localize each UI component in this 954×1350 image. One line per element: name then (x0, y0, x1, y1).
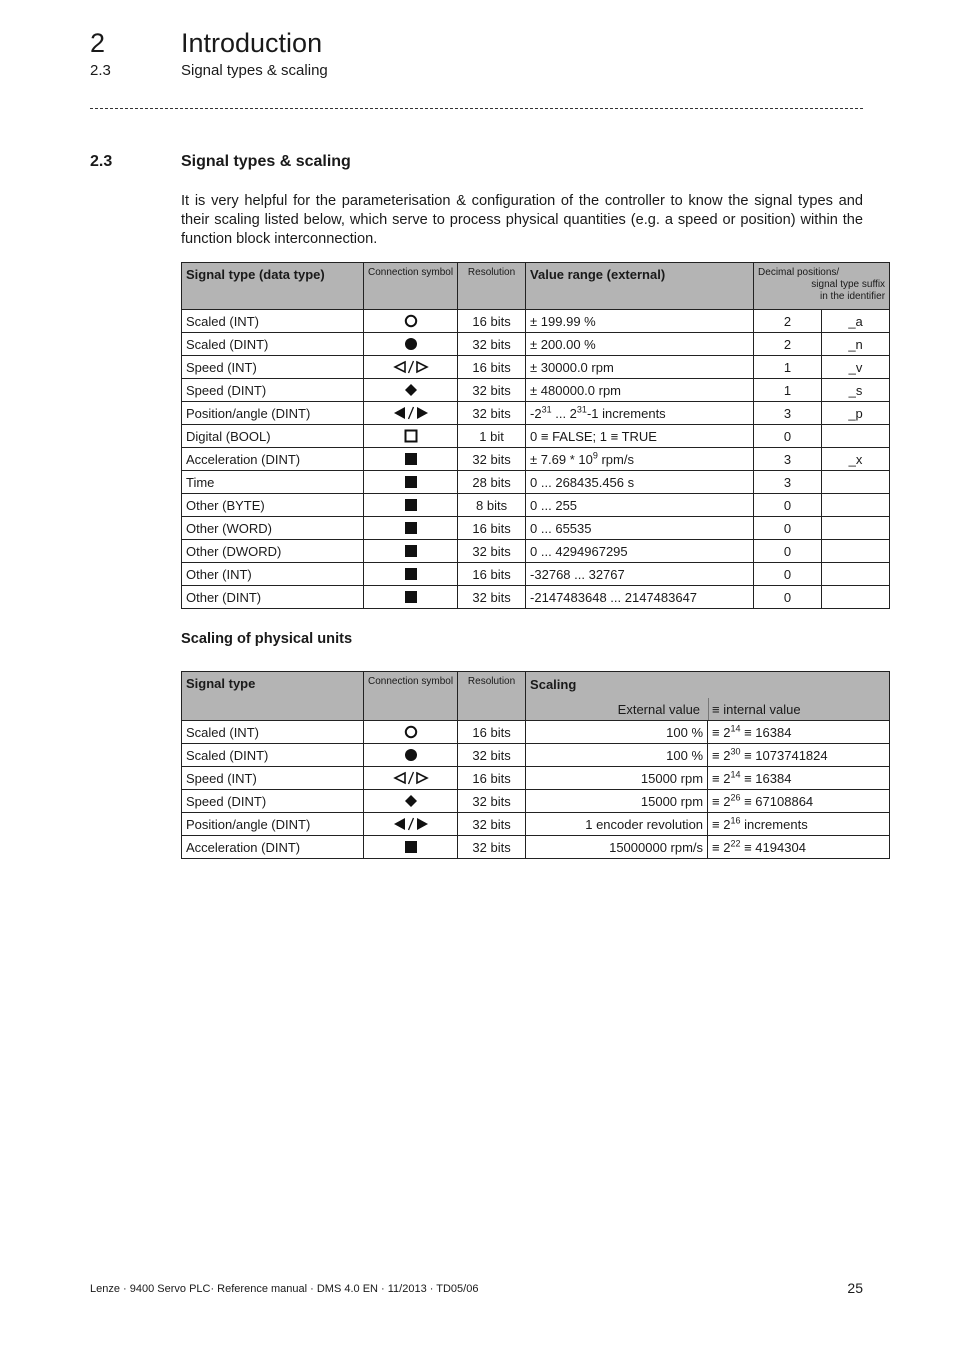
signal-type-cell: Speed (INT) (182, 767, 364, 790)
connection-symbol-cell (364, 813, 458, 836)
triangle-open-pair-icon (393, 769, 429, 787)
value-range-cell: ± 480000.0 rpm (526, 379, 754, 402)
table-row (182, 790, 890, 813)
circle-open-icon (404, 723, 418, 741)
signal-type-cell: Scaled (DINT) (182, 744, 364, 767)
resolution-cell: 16 bits (458, 563, 526, 586)
internal-value-cell (708, 767, 890, 790)
decimal-positions-cell: 1 (754, 356, 822, 379)
table-row (182, 333, 890, 356)
text-part: increments (740, 816, 808, 832)
scaling-table (181, 671, 890, 859)
resolution-cell: 16 bits (458, 721, 526, 744)
external-value-cell: 1 encoder revolution (526, 813, 708, 836)
decimal-positions-cell: 2 (754, 310, 822, 333)
signal-type-cell: Other (DINT) (182, 586, 364, 609)
connection-symbol-cell (364, 790, 458, 813)
text-part: -2 (530, 405, 542, 421)
connection-symbol-cell (364, 494, 458, 517)
exponent: 14 (730, 723, 741, 734)
connection-symbol-cell (364, 310, 458, 333)
text-part: -1 increments (586, 405, 666, 421)
header-decimal-line3: in the identifier (820, 291, 886, 302)
value-range-cell: 0 ... 4294967295 (526, 540, 754, 563)
header-signal-type: Signal type (data type) (182, 263, 364, 310)
value-range-cell: ± 199.99 % (526, 310, 754, 333)
header-internal-value: ≡ internal value (712, 702, 801, 717)
text-part: ≡ 2 (712, 793, 731, 809)
resolution-cell: 32 bits (458, 790, 526, 813)
text-part: ≡ 16384 (740, 770, 792, 786)
decimal-positions-cell: 0 (754, 494, 822, 517)
decimal-positions-cell: 3 (754, 448, 822, 471)
text-part: ≡ 2 (712, 816, 731, 832)
signal-type-cell: Speed (DINT) (182, 790, 364, 813)
exponent: 9 (592, 450, 598, 461)
connection-symbol-cell (364, 540, 458, 563)
resolution-cell: 32 bits (458, 836, 526, 859)
suffix-cell (822, 471, 890, 494)
table-row (182, 379, 890, 402)
internal-value-cell (708, 721, 890, 744)
signal-type-cell: Scaled (DINT) (182, 333, 364, 356)
suffix-cell (822, 425, 890, 448)
page-number: 25 (847, 1280, 863, 1296)
text-part: rpm/s (597, 451, 634, 467)
header-resolution: Resolution (458, 263, 526, 310)
value-range-cell: 0 ≡ FALSE; 1 ≡ TRUE (526, 425, 754, 448)
header-scaling-label: Scaling (530, 677, 577, 692)
internal-value-cell (708, 836, 890, 859)
connection-symbol-cell (364, 379, 458, 402)
header-resolution: Resolution (458, 672, 526, 721)
signal-type-cell: Digital (BOOL) (182, 425, 364, 448)
connection-symbol-cell (364, 425, 458, 448)
connection-symbol-cell (364, 448, 458, 471)
exponent: 14 (730, 769, 741, 780)
decimal-positions-cell: 0 (754, 425, 822, 448)
table-row (182, 721, 890, 744)
table-row (182, 517, 890, 540)
value-range-cell: 0 ... 268435.456 s (526, 471, 754, 494)
decimal-positions-cell: 0 (754, 586, 822, 609)
internal-value-cell (708, 813, 890, 836)
exponent: 16 (730, 815, 741, 826)
resolution-cell: 32 bits (458, 744, 526, 767)
square-filled-icon (404, 473, 418, 491)
value-range-cell: -2147483648 ... 2147483647 (526, 586, 754, 609)
table-row (182, 448, 890, 471)
external-value-cell: 15000 rpm (526, 790, 708, 813)
header-scaling-divider (708, 698, 709, 720)
connection-symbol-cell (364, 586, 458, 609)
decimal-positions-cell: 0 (754, 540, 822, 563)
decimal-positions-cell: 0 (754, 563, 822, 586)
table-row (182, 767, 890, 790)
square-filled-icon (404, 450, 418, 468)
signal-type-cell: Position/angle (DINT) (182, 402, 364, 425)
chapter-title: Introduction (181, 28, 323, 58)
external-value-cell: 100 % (526, 721, 708, 744)
resolution-cell: 1 bit (458, 425, 526, 448)
square-filled-icon (404, 519, 418, 537)
text-part: ≡ 2 (712, 770, 731, 786)
suffix-cell: _n (822, 333, 890, 356)
scaling-table-header (182, 672, 890, 721)
header-decimal-line1: Decimal positions/ (758, 267, 840, 278)
exponent: 31 (576, 404, 587, 415)
decimal-positions-cell: 0 (754, 517, 822, 540)
text-part: ≡ 2 (712, 724, 731, 740)
resolution-cell: 32 bits (458, 333, 526, 356)
connection-symbol-cell (364, 767, 458, 790)
value-range-cell (526, 402, 754, 425)
suffix-cell: _p (822, 402, 890, 425)
header-decimal-line2: signal type suffix (811, 279, 886, 290)
table-row (182, 540, 890, 563)
text-part: ≡ 2 (712, 839, 731, 855)
resolution-cell: 32 bits (458, 448, 526, 471)
text-part: ≡ 1073741824 (740, 747, 828, 763)
text-part: ≡ 2 (712, 747, 731, 763)
text-part: ≡ 4194304 (740, 839, 806, 855)
scaling-heading: Scaling of physical units (181, 631, 353, 647)
suffix-cell (822, 517, 890, 540)
header-signal-type: Signal type (182, 672, 364, 721)
header-section-title: Signal types & scaling (181, 62, 328, 79)
signal-table-header (182, 263, 890, 310)
resolution-cell: 32 bits (458, 540, 526, 563)
exponent: 26 (730, 792, 741, 803)
suffix-cell (822, 586, 890, 609)
header-connection-symbol: Connection symbol (364, 672, 458, 721)
suffix-cell: _s (822, 379, 890, 402)
value-range-cell: ± 200.00 % (526, 333, 754, 356)
resolution-cell: 16 bits (458, 310, 526, 333)
header-decimal-positions (754, 263, 890, 310)
circle-open-icon (404, 312, 418, 330)
suffix-cell (822, 494, 890, 517)
square-open-icon (404, 427, 418, 445)
value-range-cell: 0 ... 65535 (526, 517, 754, 540)
external-value-cell: 100 % (526, 744, 708, 767)
signal-type-cell: Other (DWORD) (182, 540, 364, 563)
connection-symbol-cell (364, 333, 458, 356)
signal-type-cell: Position/angle (DINT) (182, 813, 364, 836)
connection-symbol-cell (364, 563, 458, 586)
table-row (182, 494, 890, 517)
resolution-cell: 32 bits (458, 379, 526, 402)
connection-symbol-cell (364, 721, 458, 744)
connection-symbol-cell (364, 744, 458, 767)
diamond-filled-icon (404, 381, 418, 399)
square-filled-icon (404, 542, 418, 560)
text-part: ± 7.69 * 10 (530, 451, 593, 467)
signal-type-cell: Other (BYTE) (182, 494, 364, 517)
table-row (182, 744, 890, 767)
text-part: ≡ 67108864 (740, 793, 814, 809)
table-row (182, 356, 890, 379)
diamond-filled-icon (404, 792, 418, 810)
decimal-positions-cell: 1 (754, 379, 822, 402)
square-filled-icon (404, 496, 418, 514)
connection-symbol-cell (364, 356, 458, 379)
table-row (182, 563, 890, 586)
signal-type-cell: Other (WORD) (182, 517, 364, 540)
signal-type-cell: Acceleration (DINT) (182, 836, 364, 859)
resolution-cell: 16 bits (458, 767, 526, 790)
exponent: 30 (730, 746, 741, 757)
suffix-cell: _x (822, 448, 890, 471)
exponent: 31 (541, 404, 552, 415)
circle-filled-icon (404, 746, 418, 764)
table-row (182, 836, 890, 859)
connection-symbol-cell (364, 836, 458, 859)
suffix-cell: _a (822, 310, 890, 333)
text-part: ≡ 16384 (740, 724, 792, 740)
triangle-filled-pair-icon (393, 404, 429, 422)
signal-type-cell: Speed (INT) (182, 356, 364, 379)
resolution-cell: 8 bits (458, 494, 526, 517)
internal-value-cell (708, 790, 890, 813)
external-value-cell: 15000 rpm (526, 767, 708, 790)
signal-types-table (181, 262, 890, 609)
connection-symbol-cell (364, 471, 458, 494)
signal-type-cell: Scaled (INT) (182, 721, 364, 744)
suffix-cell (822, 540, 890, 563)
square-filled-icon (404, 838, 418, 856)
connection-symbol-cell (364, 517, 458, 540)
table-row (182, 813, 890, 836)
value-range-cell: ± 30000.0 rpm (526, 356, 754, 379)
section-title: Signal types & scaling (181, 153, 351, 170)
table-row (182, 586, 890, 609)
section-number: 2.3 (90, 153, 113, 170)
signal-type-cell: Scaled (INT) (182, 310, 364, 333)
footer-document-info: Lenze · 9400 Servo PLC· Reference manual · DMS 4.0 EN · 11/2013 · TD05/06 (90, 1283, 479, 1295)
exponent: 22 (730, 838, 741, 849)
resolution-cell: 16 bits (458, 356, 526, 379)
header-value-range: Value range (external) (526, 263, 754, 310)
table-row (182, 402, 890, 425)
triangle-open-pair-icon (393, 358, 429, 376)
signal-type-cell: Time (182, 471, 364, 494)
resolution-cell: 32 bits (458, 813, 526, 836)
value-range-cell: -32768 ... 32767 (526, 563, 754, 586)
header-divider (90, 108, 863, 109)
intro-paragraph: It is very helpful for the parameterisation & configuration of the controller to know the signal types and their scaling listed below, which serve to process physical quantities (e.g. a speed or position) within the function block interconnection. (181, 193, 863, 247)
signal-type-cell: Speed (DINT) (182, 379, 364, 402)
suffix-cell: _v (822, 356, 890, 379)
text-part: ... 2 (551, 405, 577, 421)
header-external-value: External value (617, 702, 701, 717)
resolution-cell: 16 bits (458, 517, 526, 540)
table-row (182, 471, 890, 494)
chapter-number: 2 (90, 28, 106, 58)
connection-symbol-cell (364, 402, 458, 425)
circle-filled-icon (404, 335, 418, 353)
header-section-number: 2.3 (90, 62, 111, 79)
value-range-cell (526, 448, 754, 471)
decimal-positions-cell: 3 (754, 402, 822, 425)
signal-type-cell: Acceleration (DINT) (182, 448, 364, 471)
resolution-cell: 32 bits (458, 586, 526, 609)
square-filled-icon (404, 588, 418, 606)
suffix-cell (822, 563, 890, 586)
resolution-cell: 28 bits (458, 471, 526, 494)
value-range-cell: 0 ... 255 (526, 494, 754, 517)
signal-type-cell: Other (INT) (182, 563, 364, 586)
resolution-cell: 32 bits (458, 402, 526, 425)
square-filled-icon (404, 565, 418, 583)
table-row (182, 310, 890, 333)
external-value-cell: 15000000 rpm/s (526, 836, 708, 859)
header-scaling (526, 672, 890, 721)
header-connection-symbol: Connection symbol (364, 263, 458, 310)
table-row (182, 425, 890, 448)
decimal-positions-cell: 3 (754, 471, 822, 494)
decimal-positions-cell: 2 (754, 333, 822, 356)
triangle-filled-pair-icon (393, 815, 429, 833)
internal-value-cell (708, 744, 890, 767)
